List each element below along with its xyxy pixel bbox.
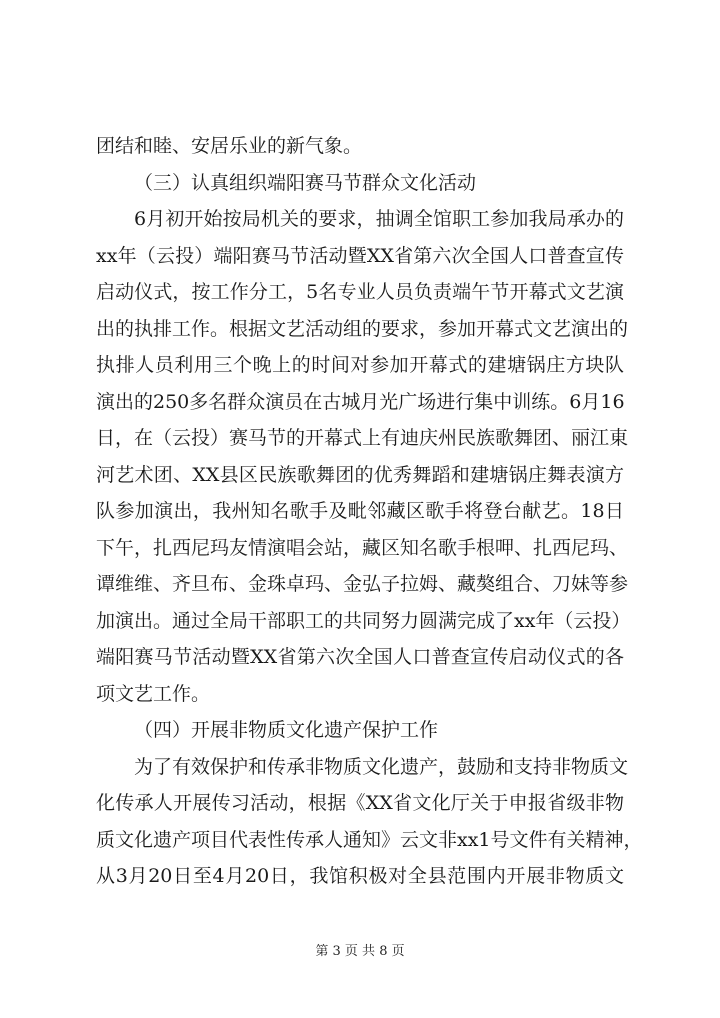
text-line-9: 日，在（云投）赛马节的开幕式上有迪庆州民族歌舞团、丽江東: [96, 427, 629, 449]
text-line-16: 项文艺工作。: [96, 682, 211, 705]
text-line-21: 从3月20日至4月20日，我馆积极对全县范围内开展非物质文: [96, 865, 624, 887]
text-line-5: 启动仪式，按工作分工，5名专业人员负责端午节开幕式文艺演: [96, 281, 624, 303]
section-heading-3: （三）认真组织端阳赛马节群众文化活动: [134, 171, 477, 194]
text-line-13: 谭维维、齐旦布、金珠卓玛、金弘子拉姆、藏獒组合、刀妹等参: [96, 573, 629, 595]
text-line-1: 团结和睦、安居乐业的新气象。: [96, 135, 363, 157]
text-line-8: 演出的250多名群众演员在古城月光广场进行集中训练。6月16: [96, 390, 625, 413]
text-line-10: 河艺术团、XX县区民族歌舞团的优秀舞蹈和建塘锅庄舞表演方: [96, 463, 624, 486]
text-line-11: 队参加演出，我州知名歌手及毗邻藏区歌手将登台献艺。18日: [96, 500, 624, 522]
text-line-20: 质文化遗产项目代表性传承人通知》云文非xx1号文件有关精神，: [96, 828, 643, 851]
page-number-footer: 第 3 页 共 8 页: [315, 944, 405, 959]
text-line-6: 出的执排工作。根据文艺活动组的要求，参加开幕式文艺演出的: [96, 317, 629, 340]
text-line-12: 下午，扎西尼玛友情演唱会站，藏区知名歌手根呷、扎西尼玛、: [96, 536, 629, 559]
text-line-14: 加演出。通过全局干部职工的共同努力圆满完成了xx年（云投）: [96, 609, 631, 632]
text-line-18: 为了有效保护和传承非物质文化遗产，鼓励和支持非物质文: [134, 755, 629, 778]
text-line-4: xx年（云投）端阳赛马节活动暨XX省第六次全国人口普查宣传: [96, 244, 624, 267]
section-heading-4: （四）开展非物质文化遗产保护工作: [134, 719, 439, 741]
text-line-15: 端阳赛马节活动暨XX省第六次全国人口普查宣传启动仪式的各: [96, 646, 624, 668]
text-line-3: 6月初开始按局机关的要求，抽调全馆职工参加我局承办的: [134, 208, 624, 230]
text-line-7: 执排人员利用三个晚上的时间对参加开幕式的建塘锅庄方块队: [96, 354, 624, 376]
text-line-19: 化传承人开展传习活动，根据《XX省文化厅关于申报省级非物: [96, 792, 624, 814]
document-body: [96, 128, 643, 895]
